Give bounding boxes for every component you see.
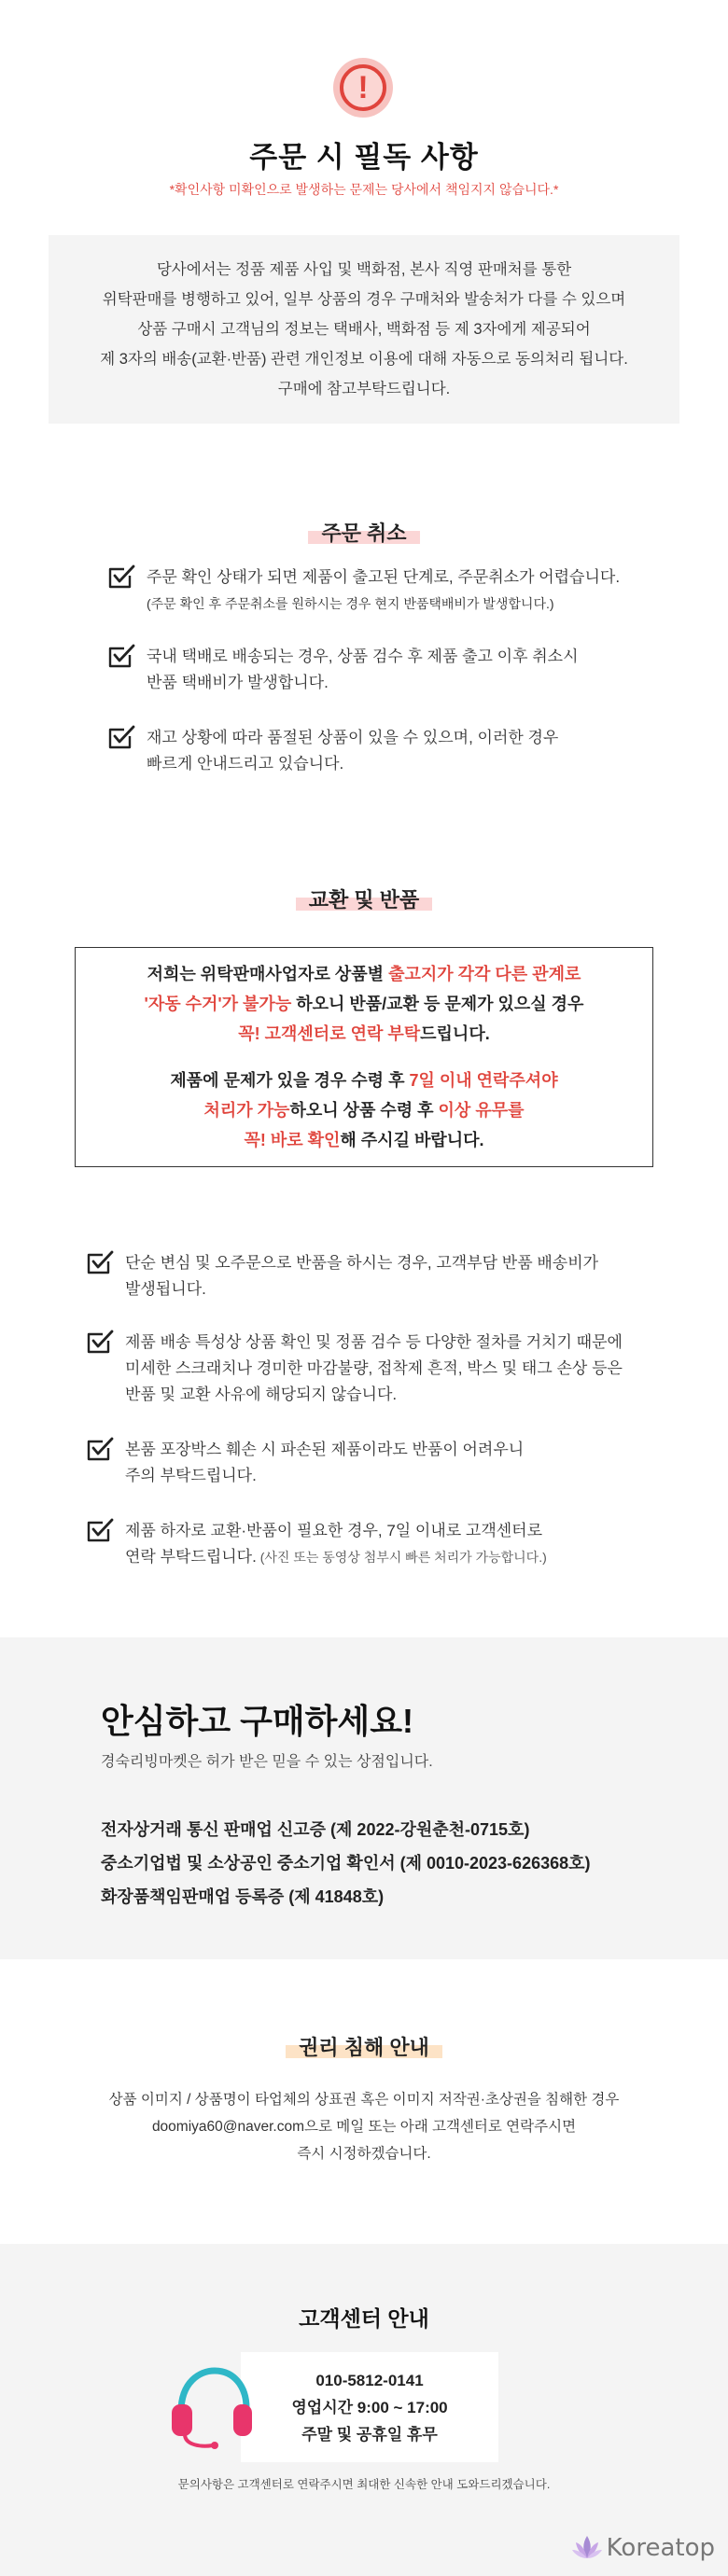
safe-purchase-section	[0, 1637, 728, 1959]
lotus-logo-icon	[571, 2534, 603, 2562]
rights-title-text: 권리 침해 안내	[286, 2032, 442, 2061]
rights-line: doomiya60@naver.com으로 메일 또는 아래 고객센터로 연락주시면	[151, 2119, 577, 2135]
return-highlight: 7일 이내 연락주셔야	[409, 1071, 558, 1090]
exchange-title-text: 교환 및 반품	[296, 884, 433, 913]
cancel-item	[107, 564, 620, 617]
cancel-item-note: (주문 확인 후 주문취소를 원하시는 경우 현지 반품택배비가 발생합니다.)	[147, 596, 554, 611]
return-text: 하오니 반품/교환 등 문제가 있으실 경우	[291, 995, 584, 1013]
cancel-item-text: 반품 택배비가 발생합니다.	[147, 674, 329, 691]
notice-title: 주문 시 필독 사항	[249, 141, 479, 174]
return-highlight: 꼭! 고객센터로 연락 부탁	[238, 1024, 421, 1043]
checkbox-icon	[86, 1437, 114, 1463]
exclamation-circle-icon	[333, 58, 393, 118]
checkbox-icon	[107, 644, 135, 670]
cancel-section-title	[0, 518, 728, 547]
return-text: 드립니다.	[420, 1024, 490, 1043]
checkbox-icon	[86, 1250, 114, 1276]
cs-phone: 010-5812-0141	[315, 2371, 424, 2389]
cs-info-box	[241, 2352, 498, 2462]
cancel-item-text: 재고 상황에 따라 품절된 상품이 있을 수 있으며, 이러한 경우	[147, 729, 559, 746]
certificate-list	[101, 1813, 591, 1914]
exchange-item-text: 제품 하자로 교환·반품이 필요한 경우, 7일 이내로 고객센터로	[125, 1522, 543, 1539]
cs-closed: 주말 및 공휴일 휴무	[301, 2425, 438, 2444]
notice-line: 상품 구매시 고객님의 정보는 택배사, 백화점 등 제 3자에게 제공되어	[137, 321, 591, 338]
certificate-item: 화장품책임판매업 등록증 (제 41848호)	[101, 1887, 385, 1906]
return-notice-line	[147, 959, 581, 989]
exchange-item	[86, 1518, 547, 1570]
notice-subtitle: *확인사항 미확인으로 발생하는 문제는 당사에서 책임지지 않습니다.*	[169, 182, 559, 197]
exclamation-mark: !	[340, 64, 386, 111]
checkbox-icon	[107, 725, 135, 751]
certificate-item: 전자상거래 통신 판매업 신고증 (제 2022-강원춘천-0715호)	[101, 1820, 530, 1839]
customer-center-section	[0, 2244, 728, 2576]
return-text: 저희는 위탁판매사업자로 상품별	[147, 965, 389, 983]
exchange-item-note: (사진 또는 동영상 첨부시 빠른 처리가 가능합니다.)	[256, 1550, 547, 1565]
return-highlight: 처리가 가능	[203, 1101, 290, 1120]
exchange-item-text: 반품 및 교환 사유에 해당되지 않습니다.	[125, 1385, 398, 1403]
exchange-item-text: 발생됩니다.	[125, 1280, 206, 1298]
safe-title: 안심하고 구매하세요!	[101, 1702, 413, 1740]
return-highlight: 이상 유무를	[438, 1101, 525, 1120]
return-text: 제품에 문제가 있을 경우 수령 후	[170, 1071, 410, 1090]
exchange-item-text	[125, 1544, 547, 1570]
return-highlight: '자동 수거'가 불가능	[144, 995, 292, 1013]
exchange-section-title	[0, 884, 728, 913]
notice-line: 제 3자의 배송(교환·반품) 관련 개인정보 이용에 대해 자동으로 동의처리 됩니다.	[100, 351, 628, 368]
exchange-item-text: 주의 부탁드립니다.	[125, 1467, 257, 1484]
exchange-item-text: 단순 변심 및 오주문으로 반품을 하시는 경우, 고객부담 반품 배송비가	[125, 1254, 599, 1272]
return-notice-box	[75, 947, 653, 1167]
cancel-item-text: 빠르게 안내드리고 있습니다.	[147, 755, 344, 773]
notice-line: 위탁판매를 병행하고 있어, 일부 상품의 경우 구매처와 발송처가 다를 수 있으며	[102, 291, 626, 308]
notice-section	[0, 0, 728, 485]
notice-line: 당사에서는 정품 제품 사입 및 백화점, 본사 직영 판매처를 통한	[156, 261, 572, 278]
headset-icon	[168, 2363, 254, 2453]
certificate-item: 중소기업법 및 소상공인 중소기업 확인서 (제 0010-2023-626368호)	[101, 1854, 591, 1873]
notice-box	[49, 235, 679, 424]
cancel-item-text: 주문 확인 상태가 되면 제품이 출고된 단계로, 주문취소가 어렵습니다.	[147, 568, 621, 586]
checkbox-icon	[86, 1518, 114, 1544]
cancel-item	[107, 644, 579, 696]
return-text: 하오니 상품 수령 후	[289, 1101, 439, 1120]
checkbox-icon	[107, 564, 135, 591]
exchange-item-text-main: 연락 부탁드립니다.	[125, 1548, 257, 1566]
exchange-item	[86, 1330, 623, 1408]
rights-text	[0, 2086, 728, 2167]
exchange-item	[86, 1437, 524, 1489]
return-highlight: 출고지가 각각 다른 관계로	[388, 965, 581, 983]
return-highlight: 꼭! 바로 확인	[244, 1131, 341, 1149]
return-text: 해 주시길 바랍니다.	[340, 1131, 484, 1149]
rights-line: 즉시 시정하겠습니다.	[297, 2146, 431, 2162]
exchange-item-text: 미세한 스크래치나 경미한 마감불량, 접착제 흔적, 박스 및 태그 손상 등은	[125, 1359, 623, 1377]
cancel-item	[107, 725, 558, 777]
cancel-title-text: 주문 취소	[308, 518, 419, 547]
return-notice-line	[238, 1019, 489, 1049]
cs-note: 문의사항은 고객센터로 연락주시면 최대한 신속한 안내 도와드리겠습니다.	[177, 2478, 551, 2491]
safe-subtitle: 경숙리빙마켓은 허가 받은 믿을 수 있는 상점입니다.	[101, 1754, 433, 1770]
return-notice-line	[244, 1125, 483, 1155]
notice-line: 구매에 참고부탁드립니다.	[277, 381, 451, 397]
brand-name: Koreatop	[606, 2534, 715, 2562]
exchange-item-text: 제품 배송 특성상 상품 확인 및 정품 검수 등 다양한 절차를 거치기 때문에	[125, 1333, 623, 1351]
cs-hours: 영업시간 9:00 ~ 17:00	[291, 2398, 448, 2416]
return-notice-line	[203, 1095, 524, 1125]
checkbox-icon	[86, 1330, 114, 1356]
cancel-item-text: 국내 택배로 배송되는 경우, 상품 검수 후 제품 출고 이후 취소시	[147, 647, 579, 665]
exchange-item-text: 본품 포장박스 훼손 시 파손된 제품이라도 반품이 어려우니	[125, 1441, 525, 1458]
exchange-item	[86, 1250, 598, 1302]
return-notice-line	[170, 1065, 557, 1095]
rights-line: 상품 이미지 / 상품명이 타업체의 상표권 혹은 이미지 저작권·초상권을 침해한 경우	[108, 2092, 620, 2108]
cs-title: 고객센터 안내	[299, 2306, 429, 2331]
rights-section-title	[0, 2032, 728, 2061]
return-notice-line	[145, 989, 584, 1019]
brand-logo	[571, 2534, 715, 2562]
